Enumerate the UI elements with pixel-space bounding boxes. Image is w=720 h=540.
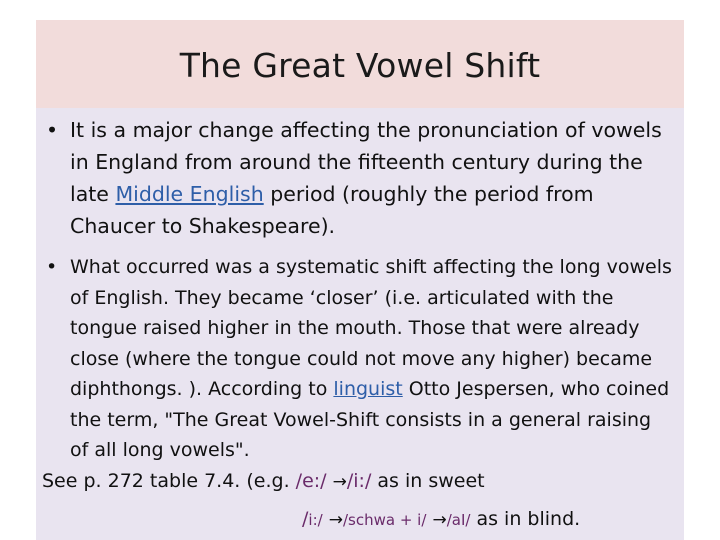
slash-open: / bbox=[302, 508, 309, 530]
example-line-blind bbox=[36, 503, 684, 536]
example-line-sweet bbox=[36, 466, 684, 498]
arrow-right-icon: → bbox=[432, 510, 447, 530]
example-prefix: See p. 272 table 7.4. (e.g. bbox=[42, 469, 296, 492]
arrow-right-icon: → bbox=[332, 471, 347, 492]
bullet-2-text-start: What occurred was a systematic shift affecting the long vowels of English. They became ‘closer’ (i.e. articulated with the tongue raised higher in the mouth. Those that were already close (where the tongue could not move any higher) became diphthongs. ). According to bbox=[70, 256, 672, 400]
phoneme-i-long: /i:/ bbox=[346, 469, 372, 492]
bullet-item-1 bbox=[36, 114, 684, 242]
bullet-1-text-start: It is a major change affecting the pronunciation of vowels in England from around the fifteenth century during the late bbox=[70, 118, 662, 206]
bullet-2-text-end: Otto Jespersen, who coined the term, "The Great Vowel-Shift consists in a general raising of all long vowels". bbox=[70, 378, 670, 461]
example-suffix-sweet: as in sweet bbox=[371, 469, 485, 492]
phoneme-e-long: /e:/ bbox=[295, 469, 327, 492]
bullet-icon: • bbox=[46, 256, 58, 278]
linguist-link[interactable]: linguist bbox=[333, 378, 403, 400]
arrow-right-icon: → bbox=[328, 510, 343, 530]
phoneme-ai: /aI/ bbox=[446, 511, 471, 529]
title-bar bbox=[36, 20, 684, 108]
slide-content bbox=[36, 114, 684, 536]
bullet-item-2 bbox=[36, 252, 684, 466]
phoneme-i-long-small: i:/ bbox=[308, 511, 323, 529]
bullet-1-text-end: period (roughly the period from Chaucer to Shakespeare). bbox=[70, 182, 594, 238]
phoneme-schwa-i: /schwa + i/ bbox=[342, 511, 427, 529]
slide bbox=[36, 20, 684, 540]
example-suffix-blind: as in blind. bbox=[470, 508, 581, 530]
middle-english-link[interactable]: Middle English bbox=[115, 182, 264, 206]
slide-title: The Great Vowel Shift bbox=[179, 45, 541, 85]
bullet-icon: • bbox=[46, 118, 59, 142]
